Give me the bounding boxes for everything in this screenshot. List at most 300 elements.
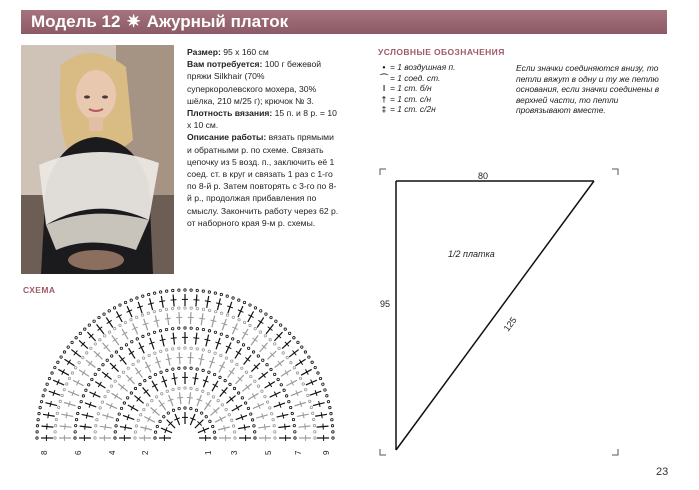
chain-stitch [190,387,192,389]
chain-stitch [196,307,198,309]
chain-stitch [202,328,204,330]
stitch-crossbar [187,397,193,398]
chain-stitch [155,396,157,398]
stitch-crossbar [224,425,225,431]
chain-stitch [178,289,180,291]
chain-stitch [311,361,313,363]
chain-stitch [250,413,252,415]
stitch-crossbar [216,303,222,304]
model-photo [21,45,174,274]
stitch-mark [251,363,259,371]
size-value: 95 х 160 см [223,47,269,57]
chain-stitch [257,385,259,387]
chain-stitch [324,389,326,391]
work-value: вязать прямыми и обратными р. по схеме. Связать цепочку из 5 возд. п., заключить её 1 соед. ст. в круг и связать 1 раз с 1-го по 8-й р. Затем повторять с 3-го по 8-й р., продолжая прибавления по смыслу. Закончить работу через 62 р. от наборного края 9-м р. схемы. [187,132,339,228]
chain-stitch [329,406,331,408]
chain-stitch [101,401,103,403]
stitch-mark [102,372,111,379]
stitch-mark [129,348,135,358]
chain-stitch [113,307,115,309]
stitch-mark [289,350,298,357]
chain-stitch [153,331,155,333]
chain-stitch [104,395,106,397]
schematic-diagonal-label: 125 [501,315,519,334]
chain-stitch [200,412,202,414]
chain-stitch [54,366,56,368]
chain-stitch [250,375,252,377]
chain-stitch [184,327,186,329]
row-number-right: 3 [230,450,239,455]
stitch-mark [190,352,191,364]
chain-stitch [221,404,223,406]
stitch-mark [118,384,127,392]
chain-stitch [312,418,314,420]
chain-stitch [85,389,87,391]
stitch-crossbar [198,358,204,359]
chain-stitch [264,395,266,397]
chain-stitch [156,425,158,427]
schematic-width-label: 80 [478,171,489,181]
description-text [187,46,341,229]
chain-stitch [102,364,104,366]
stitch-mark [196,294,197,306]
chain-stitch [55,418,57,420]
chain-stitch [236,363,238,365]
chain-stitch [118,413,120,415]
single-crochet-icon: ǀ [382,83,386,93]
legend-item-text: = 1 воздушная п. [390,62,456,72]
stitch-crossbar [285,370,288,375]
chain-stitch [63,388,65,390]
chain-stitch [93,320,95,322]
chain-stitch [202,290,204,292]
stitch-mark [242,384,251,392]
chain-stitch [190,327,192,329]
double-crochet-icon: † [381,93,387,104]
chain-stitch [274,373,276,375]
stitch-mark [179,312,180,324]
row-number-right: 5 [264,450,273,455]
stitch-crossbar [107,320,112,323]
chain-stitch [118,375,120,377]
star-icon: ✷ [126,12,141,31]
chain-stitch [66,383,68,385]
chain-stitch [56,412,58,414]
stitch-crossbar [136,370,141,373]
scheme-row-numbers [40,450,331,455]
chain-stitch [313,424,315,426]
stitch-mark [220,387,228,396]
materials-label: Вам потребуется: [187,59,263,70]
chain-stitch [141,314,143,316]
stitch-crossbar [205,301,211,302]
chain-stitch [265,313,267,315]
stitch-mark [143,387,151,396]
chain-stitch [88,384,90,386]
chain-stitch [208,350,210,352]
chain-stitch [144,379,146,381]
chain-stitch [190,407,192,409]
chain-stitch [308,356,310,358]
chain-stitch [220,354,222,356]
chain-stitch [196,368,198,370]
chain-stitch [159,420,161,422]
chain-stitch [285,395,287,397]
stitch-crossbar [193,378,199,379]
stitch-crossbar [299,360,302,365]
chain-stitch [212,425,214,427]
chain-stitch [273,425,275,427]
stitch-crossbar [172,378,178,379]
chain-stitch [229,383,231,385]
density-value: 15 п. и 8 р. = 10 х 10 см. [187,108,337,131]
corner-mark [380,449,386,455]
chain-stitch [196,289,198,291]
chain-stitch [266,401,268,403]
chain-stitch [154,352,156,354]
chain-stitch [233,387,235,389]
chain-stitch [254,380,256,382]
chain-stitch [237,392,239,394]
chain-stitch [159,330,161,332]
chain-stitch [36,431,38,433]
row-number-left: 4 [108,450,117,455]
chain-stitch [290,361,292,363]
stitch-crossbar [165,318,171,319]
chain-stitch [237,341,239,343]
stitch-mark [80,426,92,427]
chain-stitch [74,431,76,433]
chain-stitch [252,351,254,353]
chain-stitch [190,289,192,291]
chain-stitch [132,363,134,365]
chain-stitch [79,332,81,334]
chain-stitch [202,308,204,310]
chain-stitch [184,387,186,389]
chain-stitch [107,390,109,392]
chain-stitch [214,437,216,439]
chain-stitch [291,412,293,414]
chain-stitch [232,297,234,299]
scheme-stitches [36,289,334,441]
chain-stitch [282,352,284,354]
chain-stitch [228,414,230,416]
stitch-mark [257,317,264,327]
chain-stitch [254,327,256,329]
chain-stitch [178,387,180,389]
stitch-crossbar [244,425,245,431]
chain-stitch [254,431,256,433]
chain-stitch [296,372,298,374]
stitch-mark [60,426,72,427]
stitch-crossbar [65,424,66,430]
chain-stitch [172,368,174,370]
chain-stitch [134,431,136,433]
chain-stitch [314,431,316,433]
stitch-mark [204,400,211,410]
chain-stitch [57,406,59,408]
chain-stitch [307,394,309,396]
chain-stitch [94,343,96,345]
chain-stitch [114,327,116,329]
chain-stitch [184,307,186,309]
chain-stitch [284,328,286,330]
stitch-mark [268,351,277,359]
stitch-crossbar [171,338,177,339]
stitch-crossbar [160,339,166,340]
chain-stitch [166,390,168,392]
stitch-mark [296,359,306,366]
stitch-crossbar [67,360,70,365]
stitch-mark [235,348,241,358]
chain-stitch [57,361,59,363]
chain-stitch [233,431,235,433]
woman-with-shawl-illustration [21,45,174,274]
chain-stitch [257,355,259,357]
chain-stitch [140,414,142,416]
chain-stitch [219,376,221,378]
stitch-crossbar [85,424,86,430]
stitch-crossbar [204,339,210,340]
chain-stitch [275,320,277,322]
chain-stitch [184,347,186,349]
row-number-left: 6 [74,450,83,455]
chain-stitch [205,416,207,418]
chain-stitch [71,372,73,374]
chain-stitch [42,395,44,397]
chain-stitch [98,368,100,370]
chain-stitch [214,331,216,333]
stitch-mark [179,392,180,404]
stitch-mark [106,317,113,327]
chain-stitch [269,339,271,341]
chain-stitch [171,307,173,309]
chain-stitch [208,291,210,293]
chain-stitch [166,369,168,371]
chain-stitch [260,310,262,312]
chain-stitch [264,335,266,337]
schematic-diagonal-edge [396,181,594,450]
stitch-mark [226,396,235,404]
chain-stitch [331,425,333,427]
chain-stitch [314,366,316,368]
chain-stitch [74,437,76,439]
treble-crochet-icon: ‡ [381,104,387,114]
chain-stitch [123,402,125,404]
chain-stitch [214,352,216,354]
stitch-mark [87,332,95,341]
stitch-mark [251,335,258,345]
stitch-crossbar [282,413,283,419]
chain-stitch [304,351,306,353]
chain-stitch [36,437,38,439]
stitch-mark [265,382,275,388]
chain-stitch [74,424,76,426]
chain-stitch [214,310,216,312]
legend-item-text: = 1 ст. б/н [390,83,432,93]
chain-stitch [149,376,151,378]
model-number: Модель 12 [31,12,121,31]
chain-stitch [272,418,274,420]
chain-stitch [116,419,118,421]
stitch-mark [282,340,291,348]
stitch-mark [94,351,103,359]
chain-stitch [283,389,285,391]
chain-stitch [51,372,53,374]
row-number-right: 1 [204,450,213,455]
chain-stitch [262,359,264,361]
chain-stitch [184,407,186,409]
stitch-mark [79,340,88,348]
stitch-mark [260,343,268,352]
stitch-mark [134,396,143,404]
stitch-mark [244,355,251,364]
stitch-crossbar [148,303,154,304]
chain-stitch [86,352,88,354]
chain-stitch [95,425,97,427]
stitch-mark [278,426,290,427]
chain-stitch [130,392,132,394]
chain-stitch [332,437,334,439]
stitch-crossbar [125,425,126,431]
chain-stitch [178,367,180,369]
chain-stitch [94,373,96,375]
chain-stitch [78,361,80,363]
stitch-mark [173,333,174,345]
slip-stitch-icon: ⌒ [379,72,389,83]
chain-stitch [54,431,56,433]
chain-stitch [37,418,39,420]
stitch-mark [97,324,104,333]
stitch-crossbar [285,424,286,430]
chain-stitch [160,350,162,352]
chain-stitch [77,412,79,414]
legend-note: Если значки соединяются внизу, то петли вяжут в одну и ту же петлю основания, если значки соединены в верхней части, то петли провязывают вместе. [516,63,660,116]
stitch-crossbar [145,425,146,431]
materials-value: 100 г бежевой пряжи Silkhair (70% суперкоролевского мохера, 30% шёлка, 210 м/25 г); крючок № 3. [187,59,322,106]
legend-item-text: = 1 ст. с/2н [390,104,436,114]
chain-stitch [142,357,144,359]
stitch-crossbar [321,412,322,418]
chain-stitch [38,412,40,414]
chain-stitch [242,344,244,346]
chain-stitch [142,335,144,337]
stitch-crossbar [206,403,211,406]
chain-stitch [165,349,167,351]
stitch-crossbar [166,358,172,359]
chain-stitch [208,309,210,311]
schematic-center-label: 1/2 платка [448,249,495,259]
chain-stitch [75,418,77,420]
chain-stitch [59,400,61,402]
chain-stitch [184,367,186,369]
chain-stitch [224,379,226,381]
corner-mark [612,169,618,175]
stitch-mark [41,426,53,427]
chain-stitch [178,307,180,309]
stitch-mark [64,359,74,366]
chain-stitch [213,373,215,375]
chain-stitch [196,348,198,350]
chain-stitch [125,344,127,346]
chain-stitch [119,304,121,306]
chain-stitch [270,368,272,370]
chain-stitch [202,369,204,371]
stitch-crossbar [105,424,106,430]
crochet-scheme [33,288,338,458]
stitch-mark [112,393,122,399]
stitch-mark [167,420,175,428]
chain-stitch [304,388,306,390]
chain-stitch [288,400,290,402]
chain-stitch [238,319,240,321]
chain-stitch [214,292,216,294]
chain-stitch [39,406,41,408]
stitch-mark [79,370,89,376]
legend-item [378,73,455,84]
chain-stitch [190,307,192,309]
chain-stitch [67,346,69,348]
chain-stitch [88,324,90,326]
chain-stitch [114,437,116,439]
chain-stitch [241,367,243,369]
chain-stitch [136,338,138,340]
chain-stitch [165,308,167,310]
chain-stitch [36,425,38,427]
stitch-mark [317,426,329,427]
chain-stitch [147,333,149,335]
stitch-mark [119,355,126,364]
chain-stitch [220,333,222,335]
legend-item [378,83,455,94]
stitch-mark [110,363,118,371]
stitch-mark [126,375,134,384]
chain-stitch [139,383,141,385]
chain-stitch [60,356,62,358]
chain-stitch [131,341,133,343]
chain-stitch [226,295,228,297]
page-number: 23 [656,466,669,478]
stitch-mark [210,407,219,415]
chain-stitch [130,299,132,301]
chain-stitch [253,425,255,427]
chain-stitch [292,418,294,420]
chain-stitch [249,304,251,306]
chain-stitch [122,371,124,373]
chain-stitch [247,407,249,409]
density-label: Плотность вязания: [187,108,273,119]
chain-stitch [163,416,165,418]
chain-stitch [167,412,169,414]
chain-stitch [172,348,174,350]
chain-stitch [110,385,112,387]
chain-stitch [184,289,186,291]
stitch-crossbar [50,401,51,407]
size-label: Размер: [187,47,221,57]
chain-stitch [63,351,65,353]
stitch-mark [258,372,267,379]
chain-stitch [259,331,261,333]
chain-stitch [135,425,137,427]
chain-stitch [103,313,105,315]
stitch-crossbar [253,338,258,341]
chain-stitch [330,412,332,414]
chain-stitch [142,295,144,297]
chain-stitch [106,359,108,361]
scheme-label: СХЕМА [23,285,56,295]
stitch-crossbar [113,338,118,341]
chain-stitch [286,356,288,358]
